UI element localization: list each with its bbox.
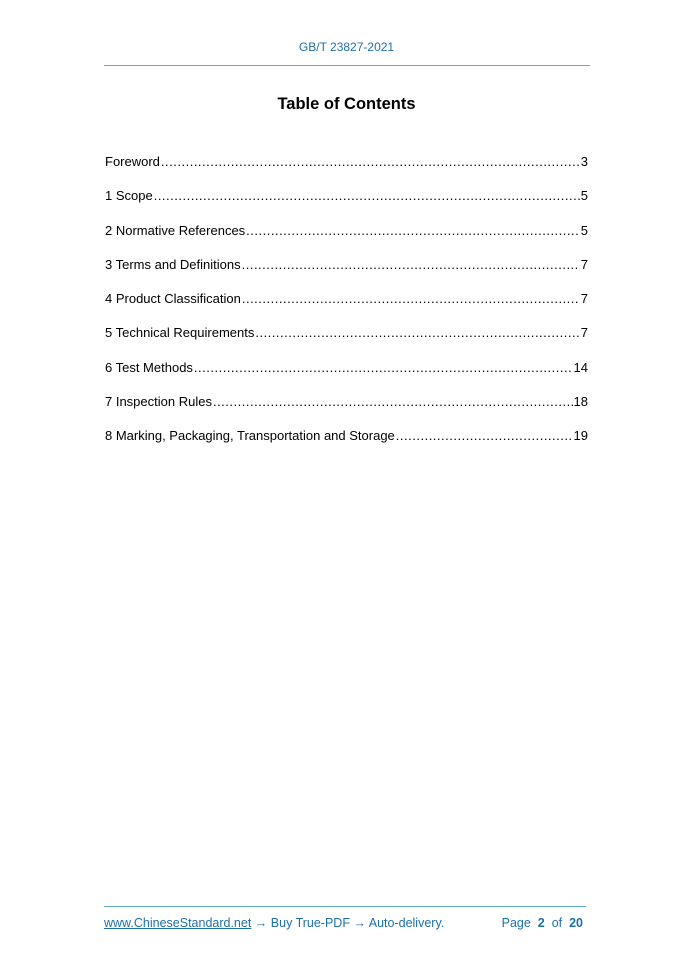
website-link[interactable]: www.ChineseStandard.net <box>104 916 252 930</box>
toc-entry-technical-requirements[interactable] <box>105 325 588 359</box>
buy-true-pdf-text: Buy True-PDF <box>270 916 350 930</box>
toc-entry-test-methods[interactable] <box>105 360 588 394</box>
toc-entry-product-classification[interactable] <box>105 291 588 325</box>
page-of-label: of <box>551 916 563 930</box>
toc-title: Table of Contents <box>277 95 416 113</box>
arrow-right-icon: → <box>254 916 268 930</box>
toc-entry-page: 3 <box>580 154 588 169</box>
footer-promo <box>104 916 444 930</box>
total-page-count: 20 <box>569 916 583 930</box>
toc-dot-leader <box>242 291 580 306</box>
toc-dot-leader <box>246 223 580 238</box>
toc-dot-leader <box>161 154 580 169</box>
toc-dot-leader <box>242 257 580 272</box>
footer-divider <box>104 906 586 907</box>
toc-entry-terms-and-definitions[interactable] <box>105 257 588 291</box>
page-label: Page <box>501 916 531 930</box>
arrow-right-icon: → <box>353 916 366 930</box>
toc-entry-scope[interactable] <box>105 188 588 222</box>
toc-dot-leader <box>255 325 579 340</box>
toc-entry-label: 6 Test Methods <box>105 359 193 375</box>
toc-entry-label: 3 Terms and Definitions <box>105 256 241 272</box>
toc-list <box>105 154 588 463</box>
toc-dot-leader <box>194 360 573 375</box>
header-divider <box>104 65 590 66</box>
toc-entry-page: 7 <box>580 325 588 341</box>
toc-entry-label: 4 Product Classification <box>105 291 241 307</box>
toc-entry-foreword[interactable] <box>105 154 588 188</box>
toc-entry-label: 7 Inspection Rules <box>105 394 212 410</box>
toc-entry-normative-references[interactable] <box>105 223 588 257</box>
auto-delivery-text: Auto-delivery. <box>368 916 445 930</box>
toc-entry-page: 14 <box>573 359 588 375</box>
toc-entry-label: 2 Normative References <box>105 222 246 238</box>
toc-dot-leader <box>154 188 580 203</box>
toc-dot-leader <box>213 394 573 409</box>
toc-entry-label: 1 Scope <box>105 188 153 204</box>
toc-entry-label: Foreword <box>105 154 160 169</box>
toc-entry-label: 8 Marking, Packaging, Transportation and Storage <box>105 428 395 444</box>
toc-entry-page: 5 <box>580 222 588 238</box>
toc-entry-inspection-rules[interactable] <box>105 394 588 428</box>
document-code-header: GB/T 23827-2021 <box>298 40 395 54</box>
toc-entry-page: 7 <box>580 256 588 272</box>
page-indicator <box>502 916 583 930</box>
current-page-number: 2 <box>537 916 545 930</box>
toc-entry-label: 5 Technical Requirements <box>105 325 255 341</box>
toc-entry-marking-packaging[interactable] <box>105 428 588 462</box>
toc-entry-page: 19 <box>573 428 588 444</box>
toc-dot-leader <box>396 428 573 443</box>
toc-entry-page: 7 <box>580 291 588 307</box>
toc-entry-page: 5 <box>580 188 588 204</box>
toc-entry-page: 18 <box>573 394 588 410</box>
